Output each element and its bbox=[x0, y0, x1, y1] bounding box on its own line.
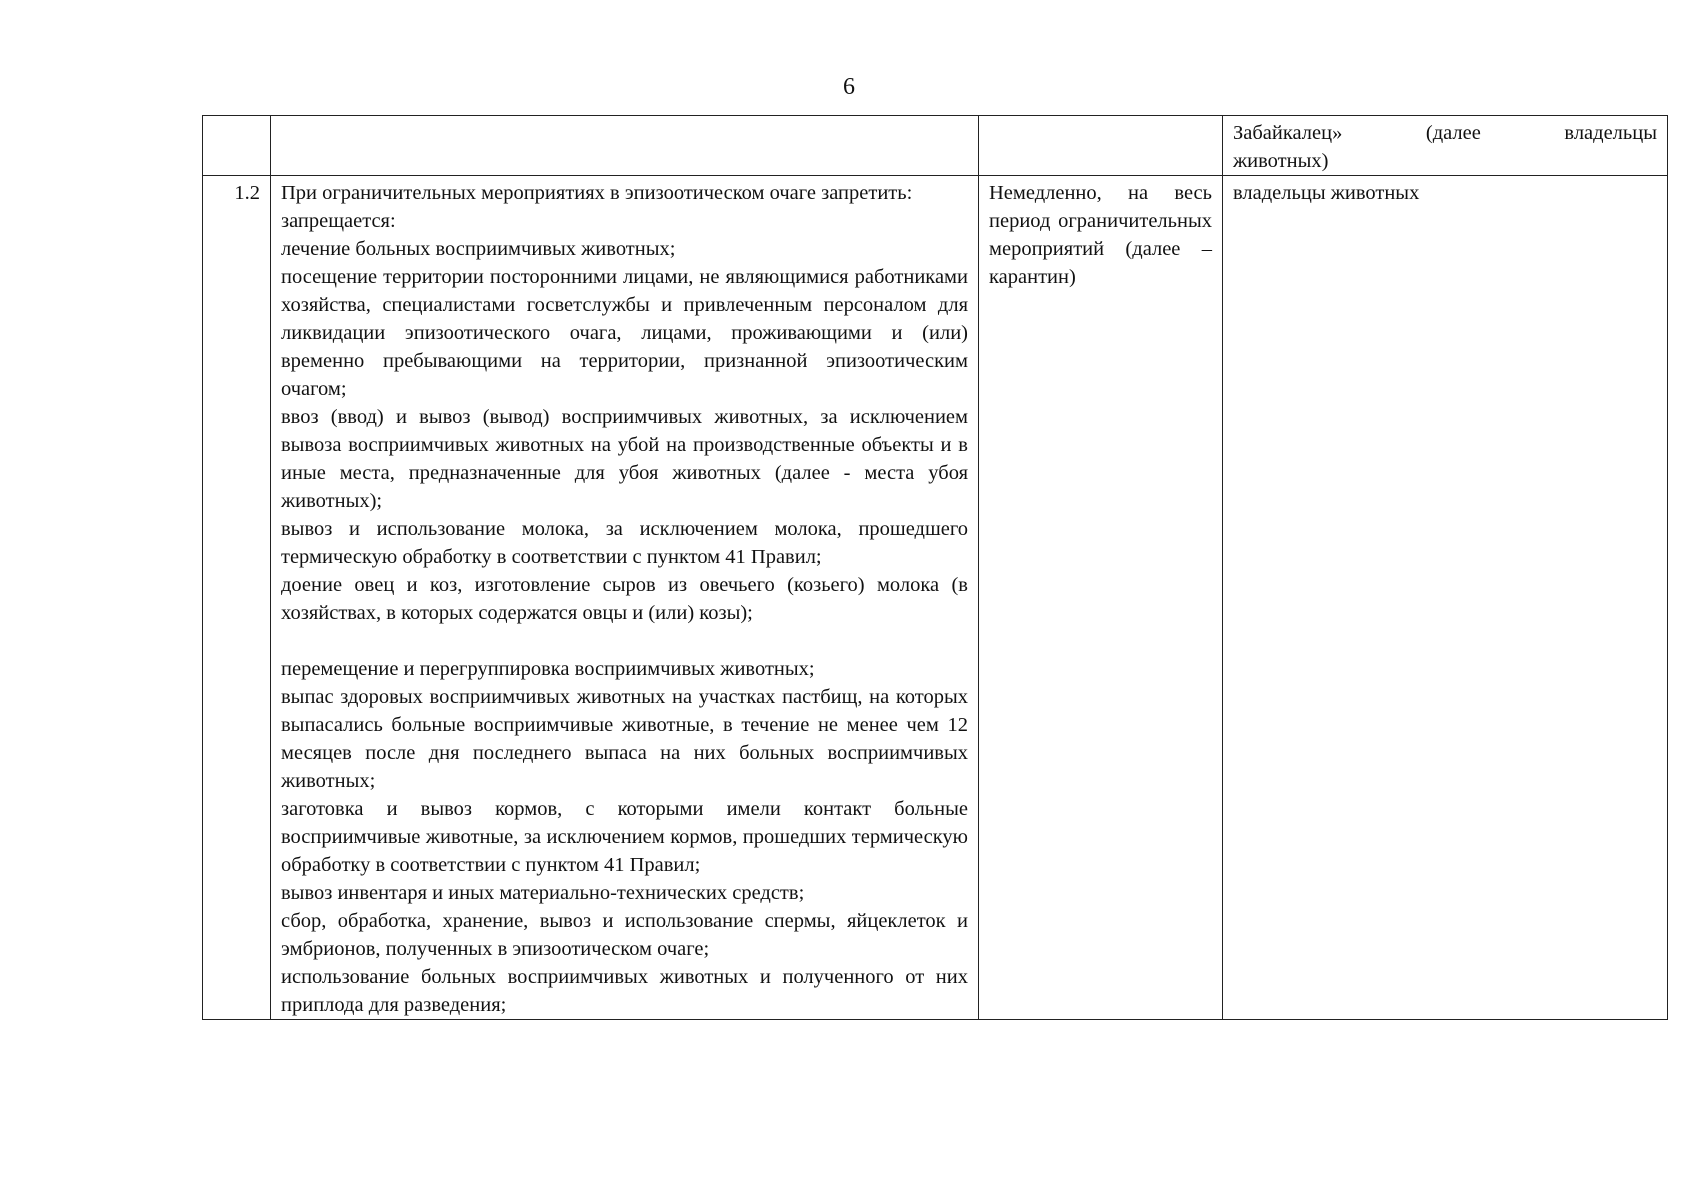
measure-paragraph: перемещение и перегруппировка восприимчивых животных; bbox=[281, 658, 815, 680]
cell-measure bbox=[271, 116, 979, 176]
measures-table bbox=[202, 115, 1668, 1020]
cell-measure bbox=[271, 176, 979, 1020]
cell-responsible bbox=[1223, 116, 1668, 176]
measure-paragraph: использование больных восприимчивых животных и полученного от них приплода для разведения; bbox=[281, 966, 968, 1016]
measure-paragraph: ввоз (ввод) и вывоз (вывод) восприимчивых животных, за исключением вывоза восприимчивых животных на убой на производственные объекты и в иные места, предназначенные для убоя животных (далее - места убоя животных); bbox=[281, 406, 968, 512]
cell-num: 1.2 bbox=[203, 176, 271, 1020]
cell-num bbox=[203, 116, 271, 176]
measure-paragraph: запрещается: bbox=[281, 210, 396, 232]
measure-paragraph: вывоз и использование молока, за исключением молока, прошедшего термическую обработку в соответствии с пунктом 41 Правил; bbox=[281, 518, 968, 568]
measure-paragraph: посещение территории посторонними лицами, не являющимися работниками хозяйства, специалистами госветслужбы и привлеченным персоналом для ликвидации эпизоотического очага, лицами, проживающими и (или) временно пребывающими на территории, признанной эпизоотическим очагом; bbox=[281, 266, 968, 400]
cell-responsible: владельцы животных bbox=[1223, 176, 1668, 1020]
measure-paragraph: вывоз инвентаря и иных материально-технических средств; bbox=[281, 882, 805, 904]
responsible-line: животных) bbox=[1233, 150, 1329, 172]
measure-paragraph: При ограничительных мероприятиях в эпизоотическом очаге запретить: bbox=[281, 182, 913, 204]
responsible-line: Забайкалец» (далее владельцы bbox=[1233, 122, 1657, 144]
paragraph-gap bbox=[281, 627, 968, 655]
table-row bbox=[203, 176, 1668, 1020]
page-number: 6 bbox=[843, 74, 855, 100]
measure-paragraph: заготовка и вывоз кормов, с которыми имели контакт больные восприимчивые животные, за исключением кормов, прошедших термическую обработку в соответствии с пунктом 41 Правил; bbox=[281, 798, 968, 876]
measure-paragraph: выпас здоровых восприимчивых животных на участках пастбищ, на которых выпасались больные восприимчивые животные, в течение не менее чем 12 месяцев после дня последнего выпаса на них больных восприимчивых животных; bbox=[281, 686, 968, 792]
measure-paragraph: лечение больных восприимчивых животных; bbox=[281, 238, 676, 260]
cell-term bbox=[979, 116, 1223, 176]
table-row bbox=[203, 116, 1668, 176]
measure-paragraph: доение овец и коз, изготовление сыров из овечьего (козьего) молока (в хозяйствах, в которых содержатся овцы и (или) козы); bbox=[281, 574, 968, 624]
cell-term: Немедленно, на весь период ограничительных мероприятий (далее – карантин) bbox=[979, 176, 1223, 1020]
measure-paragraph: сбор, обработка, хранение, вывоз и использование спермы, яйцеклеток и эмбрионов, полученных в эпизоотическом очаге; bbox=[281, 910, 968, 960]
